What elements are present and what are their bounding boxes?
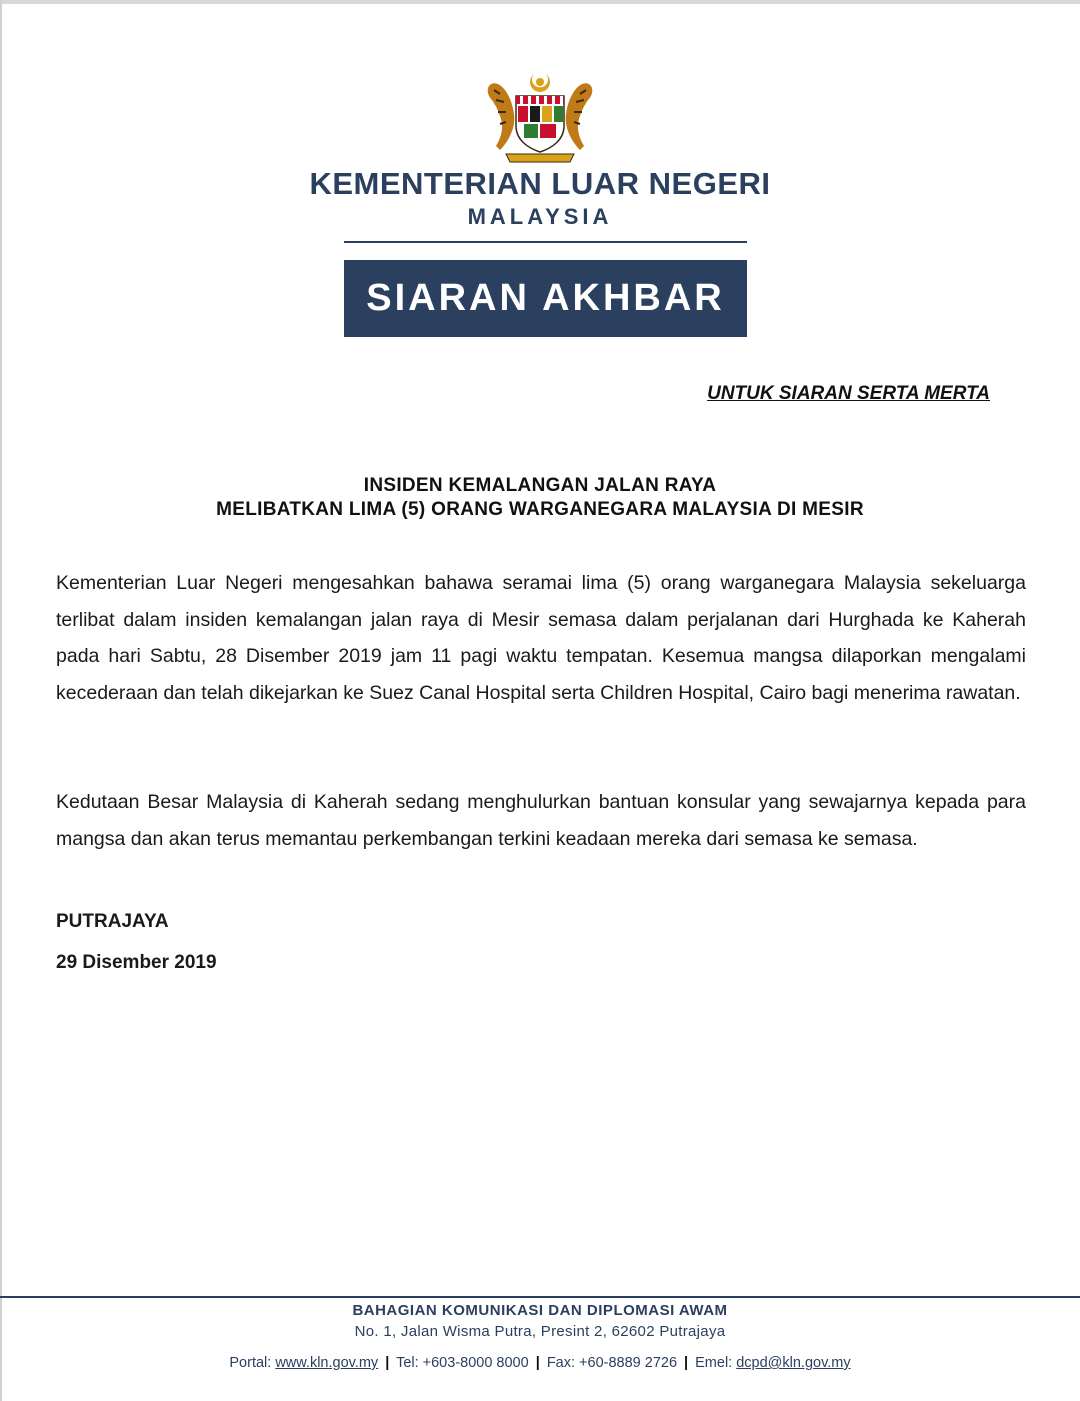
separator: | xyxy=(385,1355,390,1371)
telephone: Tel: +603-8000 8000 xyxy=(396,1355,529,1371)
email-link[interactable]: dcpd@kln.gov.my xyxy=(736,1355,851,1371)
portal-label: Portal: xyxy=(229,1355,276,1371)
separator: | xyxy=(535,1355,540,1371)
footer-address: No. 1, Jalan Wisma Putra, Presint 2, 62602 Putrajaya xyxy=(354,1323,726,1340)
footer-division: BAHAGIAN KOMUNIKASI DAN DIPLOMASI AWAM xyxy=(352,1302,728,1319)
signoff-place: PUTRAJAYA xyxy=(56,911,169,932)
headline xyxy=(0,474,1080,522)
press-release-banner: SIARAN AKHBAR xyxy=(344,260,747,337)
headline-line: MELIBATKAN LIMA (5) ORANG WARGANEGARA MALAYSIA DI MESIR xyxy=(216,499,864,520)
portal-link[interactable]: www.kln.gov.my xyxy=(275,1355,379,1371)
country-name: MALAYSIA xyxy=(467,204,613,229)
release-tag: UNTUK SIARAN SERTA MERTA xyxy=(707,383,990,404)
headline-line: INSIDEN KEMALANGAN JALAN RAYA xyxy=(363,475,717,496)
body-paragraph: Kementerian Luar Negeri mengesahkan bahawa seramai lima (5) orang warganegara Malaysia sekeluarga terlibat dalam insiden kemalangan jalan raya di Mesir semasa dalam perjalanan dari Hurghada ke Kaherah pada hari Sabtu, 28 Disember 2019 jam 11 pagi waktu tempatan. Kesemua mangsa dilaporkan mengalami kecederaan dan telah dikejarkan ke Suez Canal Hospital serta Children Hospital, Cairo bagi menerima rawatan. xyxy=(56,572,1026,704)
fax: Fax: +60-8889 2726 xyxy=(546,1355,678,1371)
separator: | xyxy=(684,1355,689,1371)
footer-divider xyxy=(0,1296,1080,1298)
malaysia-coat-of-arms-icon xyxy=(478,70,602,166)
email-label: Emel: xyxy=(695,1355,737,1371)
divider xyxy=(344,241,747,243)
body-paragraph: Kedutaan Besar Malaysia di Kaherah sedang menghulurkan bantuan konsular yang sewajarnya kepada para mangsa dan akan terus memantau perkembangan terkini keadaan mereka dari semasa ke semasa. xyxy=(56,791,1026,850)
footer-contacts xyxy=(0,1355,1080,1371)
page-edge xyxy=(0,0,1080,4)
ministry-name: KEMENTERIAN LUAR NEGERI xyxy=(309,166,771,201)
signoff-date: 29 Disember 2019 xyxy=(56,952,217,973)
